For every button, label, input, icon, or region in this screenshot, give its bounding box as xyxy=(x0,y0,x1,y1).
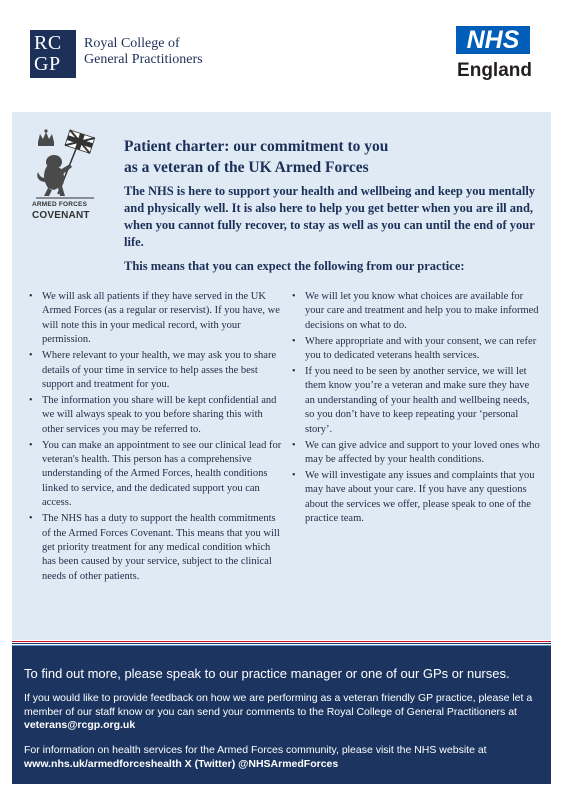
expectation-line: This means that you can expect the following from our practice: xyxy=(124,259,465,273)
commitment-item xyxy=(29,290,286,348)
charter-title xyxy=(124,136,534,178)
info-paragraph xyxy=(24,744,549,771)
bullet-icon: • xyxy=(292,291,296,302)
rcgp-logo xyxy=(30,30,76,78)
nhs-armed-forces-link[interactable]: www.nhs.uk/armedforceshealth xyxy=(24,757,182,770)
bullet-icon: • xyxy=(292,439,296,451)
rcgp-org-name-line1: Royal College of xyxy=(84,36,180,51)
emblem-caption-small: ARMED FORCES xyxy=(32,201,88,208)
bullet-icon: • xyxy=(29,439,33,451)
charter-panel xyxy=(12,112,551,640)
nhs-logo-region: England xyxy=(457,60,532,81)
feedback-text: If you would like to provide feedback on how we are performing as a veteran friendly GP practice, please let a member of our staff know or you can send your comments to the Royal College of General Practitioners at xyxy=(24,692,533,718)
commitment-item xyxy=(292,469,541,527)
bullet-icon: • xyxy=(29,513,33,525)
commitment-item xyxy=(29,439,286,511)
bullet-icon: • xyxy=(292,366,296,378)
info-text: For information on health services for the Armed Forces community, please visit the NHS website at xyxy=(24,744,487,756)
feedback-email-link[interactable]: veterans@rcgp.org.uk xyxy=(24,719,136,732)
bullet-icon: • xyxy=(29,291,33,302)
rcgp-logo-rc: RC xyxy=(34,32,62,54)
bullet-icon: • xyxy=(29,394,33,406)
rcgp-org-name xyxy=(84,36,203,68)
commitment-item xyxy=(29,349,286,392)
commitment-item xyxy=(29,394,286,437)
feedback-paragraph xyxy=(24,692,549,733)
commitment-item xyxy=(292,439,541,468)
charter-title-line2: as a veteran of the UK Armed Forces xyxy=(124,159,369,176)
commitment-item xyxy=(29,512,286,584)
commitment-text: Where relevant to your health, we may ask you to share details of your time in service to help asses the best support and treatment for you. xyxy=(42,350,277,390)
contact-footer xyxy=(12,647,551,784)
twitter-handle[interactable]: X (Twitter) @NHSArmedForces xyxy=(184,757,339,770)
commitment-text: We can give advice and support to your loved ones who may be affected by your health conditions. xyxy=(305,439,540,465)
commitment-text: If you need to be seen by another service, we will let them know you’re a veteran and make sure they have an understanding of your health and wellbeing needs, so you don’t have to keep repeating your ‘personal story’. xyxy=(305,366,530,435)
commitment-item xyxy=(292,290,541,333)
bullet-icon: • xyxy=(292,335,296,347)
armed-forces-covenant-emblem xyxy=(32,128,98,228)
emblem-caption-large: COVENANT xyxy=(32,210,90,221)
charter-title-line1: Patient charter: our commitment to you xyxy=(124,138,389,155)
commitment-text: We will investigate any issues and complaints that you may have about your care. If you have any questions about the services we offer, please speak to one of the practice team. xyxy=(305,469,535,525)
bullet-icon: • xyxy=(29,350,33,362)
commitment-text: Where appropriate and with your consent, we can refer you to dedicated veterans health services. xyxy=(305,335,537,362)
commitments-left-column xyxy=(29,290,286,586)
commitment-text: You can make an appointment to see our clinical lead for veteran's health. This person has a comprehensive understanding of the Armed Forces, health conditions linked to service, and the dedicated support you can access. xyxy=(42,439,282,509)
commitment-text: The information you share will be kept confidential and we will always speak to you before sharing this with other services you may be referred to. xyxy=(42,394,277,435)
commitment-item xyxy=(292,335,541,364)
bullet-icon: • xyxy=(292,469,296,481)
rcgp-logo-gp: GP xyxy=(34,53,61,75)
charter-intro xyxy=(124,183,539,275)
nhs-logo-badge: NHS xyxy=(456,26,530,54)
commitments-right-column xyxy=(292,290,541,528)
commitment-item xyxy=(292,365,541,437)
commitment-text: We will let you know what choices are available for your care and treatment and help you to make informed decisions on what to do. xyxy=(305,291,539,331)
rcgp-org-name-line2: General Practitioners xyxy=(84,52,203,67)
page-header xyxy=(0,0,562,110)
armed-forces-covenant-lion-flag-icon xyxy=(32,128,98,200)
commitment-text: The NHS has a duty to support the health commitments of the Armed Forces Covenant. This means that you will get priority treatment for any medical condition which has been caused by your service, subject to the clinical needs of other patients. xyxy=(42,513,280,582)
footer-lead: To find out more, please speak to our practice manager or one of our GPs or nurses. xyxy=(24,666,510,681)
intro-paragraph: The NHS is here to support your health and wellbeing and keep you mentally and physically well. It is also here to help you get better when you are ill and, when you cannot fully recover, to stay as well as you can until the end of your life. xyxy=(124,184,536,249)
commitment-text: We will ask all patients if they have served in the UK Armed Forces (as a regular or reservist). If you have, we will note this in your medical record, with your permission. xyxy=(42,291,280,346)
